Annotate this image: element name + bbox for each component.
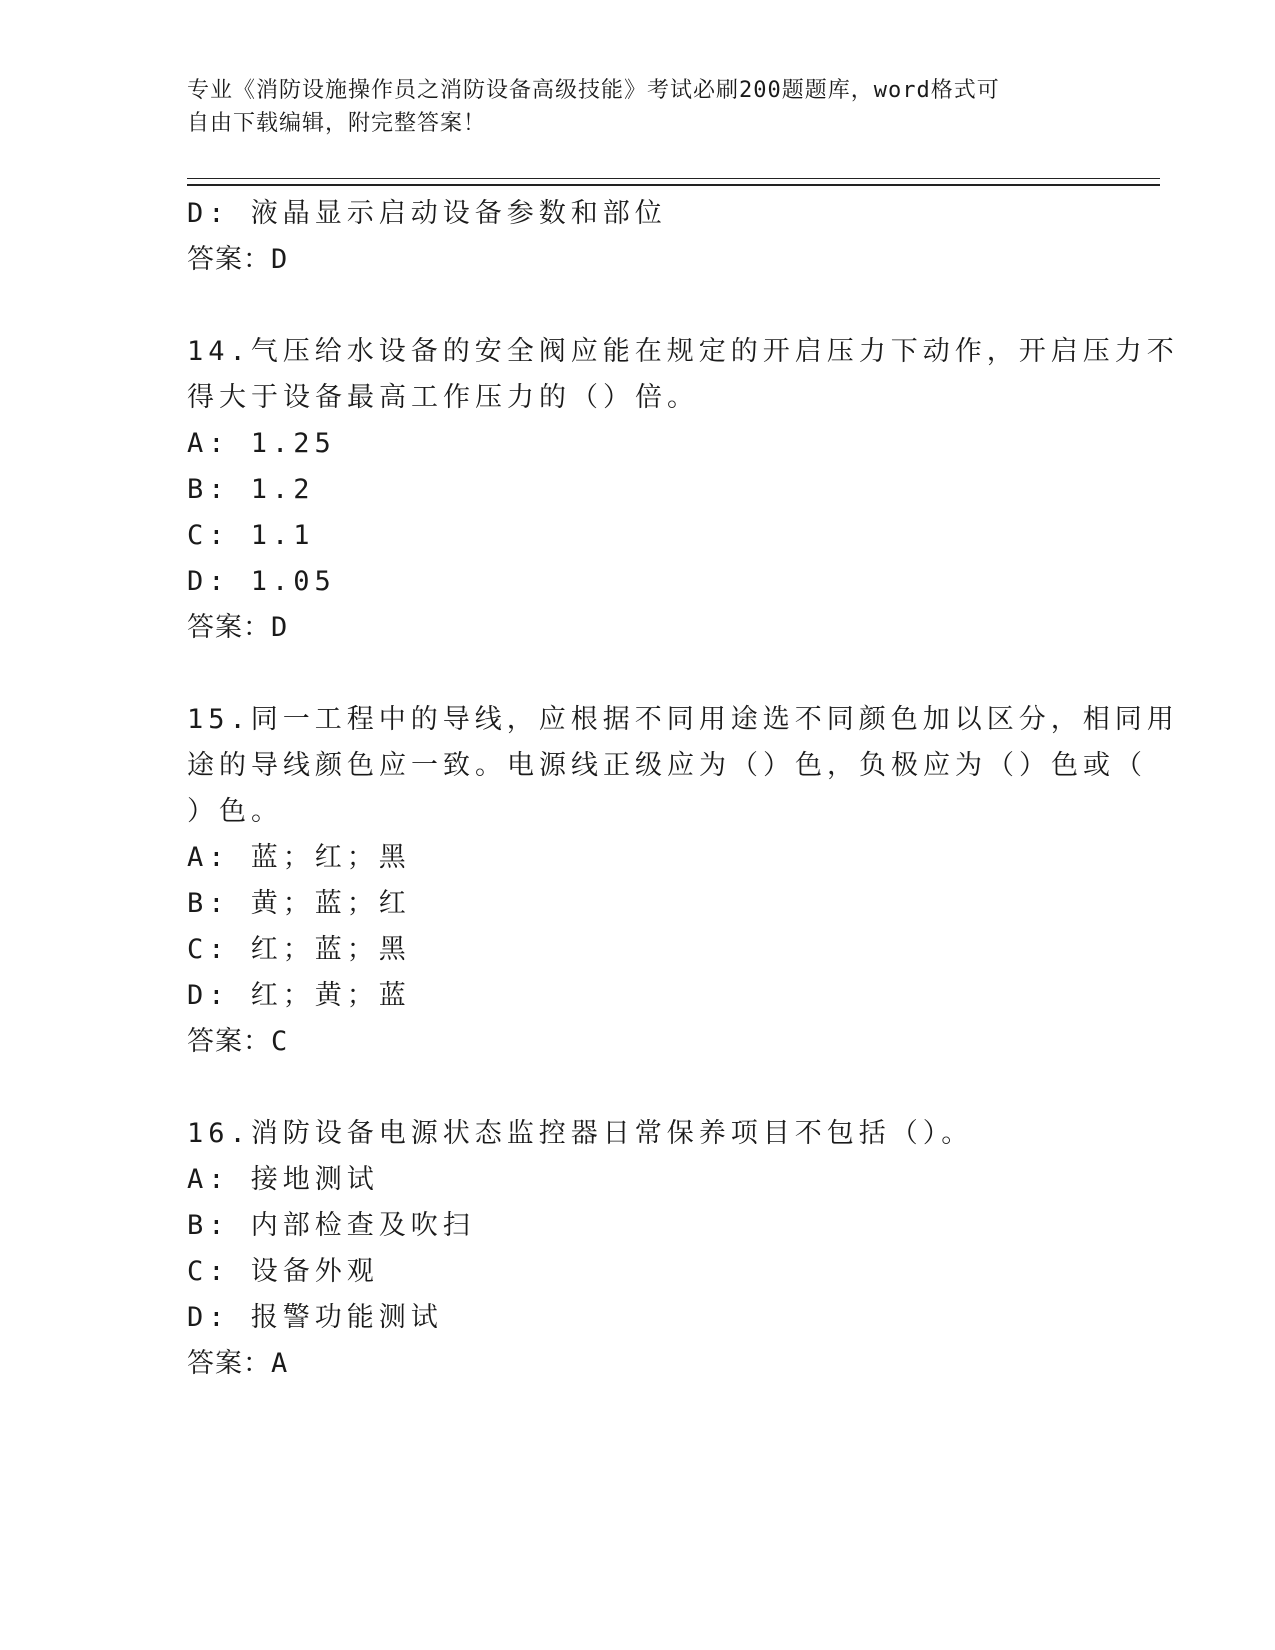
- previous-question-tail: [187, 191, 1087, 283]
- option-c: C: 设备外观: [187, 1256, 379, 1287]
- option-a: A: 1.25: [187, 428, 336, 459]
- header-line-1: 专业《消防设施操作员之消防设备高级技能》考试必刷200题题库，word格式可: [187, 78, 1000, 103]
- answer-line: [187, 1341, 1087, 1387]
- answer-label: 答案：: [187, 1026, 271, 1057]
- answer-line: [187, 237, 1087, 283]
- answer-label: 答案：: [187, 612, 271, 643]
- answer-line: [187, 605, 1087, 651]
- header-divider: [187, 178, 1160, 186]
- answer-value: D: [271, 612, 289, 643]
- question-stem-line: 15.同一工程中的导线，应根据不同用途选不同颜色加以区分，相同用: [187, 704, 1179, 735]
- header-line-2: 自由下载编辑，附完整答案！: [187, 111, 487, 136]
- question-stem-line: 得大于设备最高工作压力的（）倍。: [187, 382, 699, 413]
- option-d: D: 1.05: [187, 566, 336, 597]
- answer-label: 答案：: [187, 1348, 271, 1379]
- question-14: [187, 329, 1179, 651]
- answer-value: D: [271, 244, 289, 275]
- option-a: A: 接地测试: [187, 1164, 379, 1195]
- option-d: D: 红；黄；蓝: [187, 980, 411, 1011]
- question-stem-line: ）色。: [187, 796, 283, 827]
- option-c: C: 红；蓝；黑: [187, 934, 411, 965]
- option-c: C: 1.1: [187, 520, 315, 551]
- question-stem-line: 途的导线颜色应一致。电源线正级应为（）色，负极应为（）色或（: [187, 750, 1147, 781]
- option-b: B: 内部检查及吹扫: [187, 1210, 475, 1241]
- question-stem-line: 16.消防设备电源状态监控器日常保养项目不包括（）。: [187, 1118, 974, 1149]
- question-stem-line: 14.气压给水设备的安全阀应能在规定的开启压力下动作，开启压力不: [187, 336, 1179, 367]
- option-b: B: 黄；蓝；红: [187, 888, 411, 919]
- answer-line: [187, 1019, 1087, 1065]
- option-b: B: 1.2: [187, 474, 315, 505]
- answer-label: 答案：: [187, 244, 271, 275]
- answer-value: C: [271, 1026, 289, 1057]
- document-header: [187, 74, 1087, 140]
- question-15: [187, 697, 1179, 1065]
- option-d: D: 液晶显示启动设备参数和部位: [187, 198, 667, 229]
- question-list: [187, 191, 1179, 1387]
- question-16: [187, 1111, 1087, 1387]
- option-d: D: 报警功能测试: [187, 1302, 443, 1333]
- answer-value: A: [271, 1348, 289, 1379]
- option-a: A: 蓝；红；黑: [187, 842, 411, 873]
